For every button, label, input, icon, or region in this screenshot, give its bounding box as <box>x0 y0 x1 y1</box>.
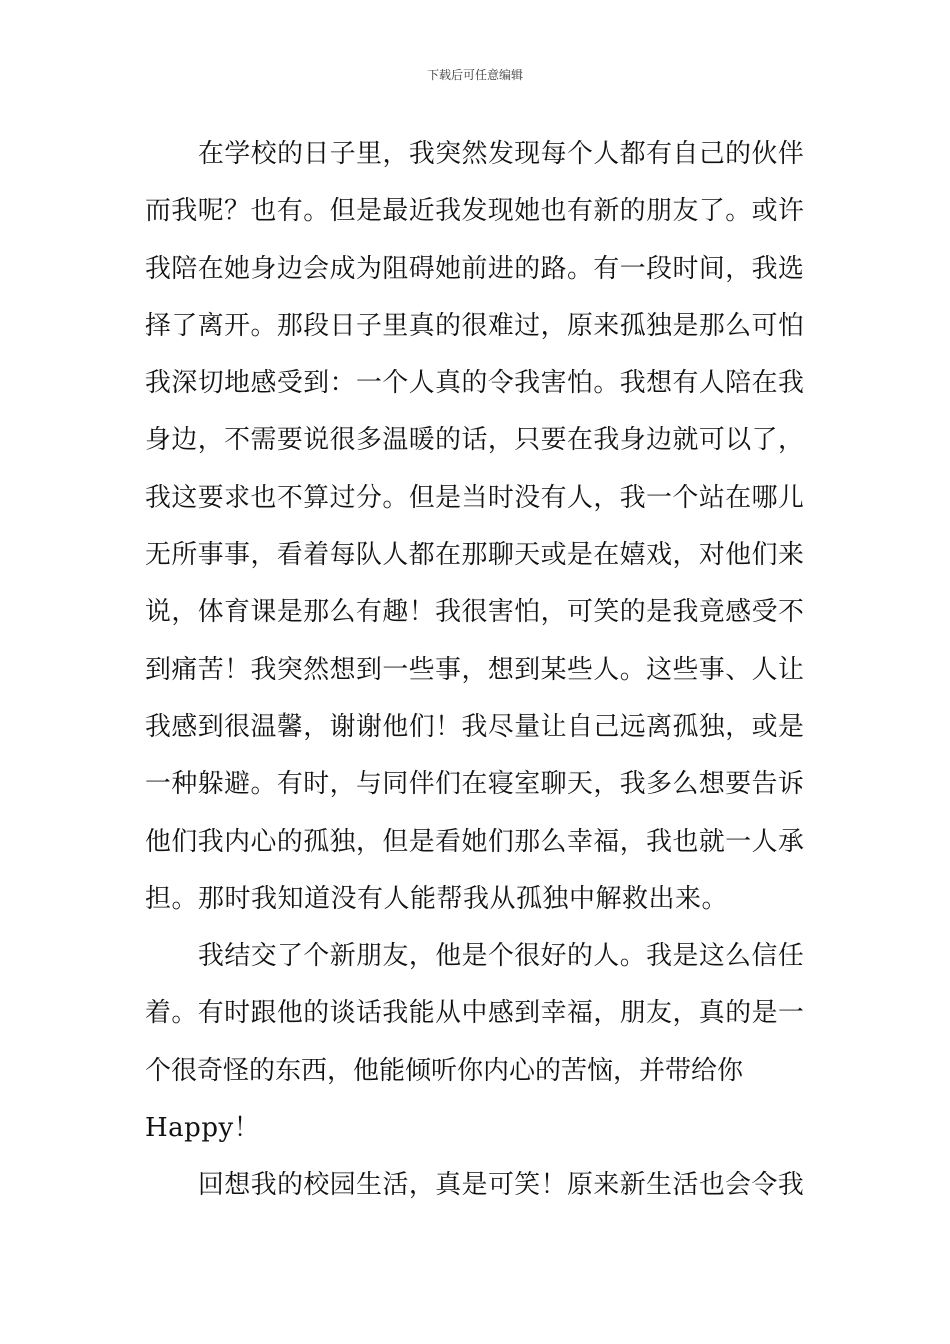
text-line: 身边，不需要说很多温暖的话，只要在我身边就可以了， <box>145 425 805 456</box>
text-line: 说，体育课是那么有趣！我很害怕，可笑的是我竟感受不 <box>145 597 805 628</box>
text-line: Happy！ <box>145 1113 261 1144</box>
text-line: 而我呢？也有。但是最近我发现她也有新的朋友了。或许 <box>145 196 805 227</box>
text-line: 担。那时我知道没有人能帮我从孤独中解救出来。 <box>145 883 729 914</box>
text-line: 一种躲避。有时，与同伴们在寝室聊天，我多么想要告诉 <box>145 769 805 800</box>
text-line: 着。有时跟他的谈话我能从中感到幸福，朋友，真的是一 <box>145 998 805 1029</box>
text-line: 我结交了个新朋友，他是个很好的人。我是这么信任 <box>198 941 805 972</box>
text-line: 我深切地感受到：一个人真的令我害怕。我想有人陪在我 <box>145 368 805 399</box>
page-header: 下载后可任意编辑 <box>426 68 523 82</box>
text-line: 在学校的日子里，我突然发现每个人都有自己的伙伴 <box>198 139 805 169</box>
text-line: 他们我内心的孤独，但是看她们那么幸福，我也就一人承 <box>145 826 805 857</box>
text-line: 我陪在她身边会成为阻碍她前进的路。有一段时间，我选 <box>145 253 805 284</box>
body-text <box>145 126 805 1215</box>
text-line: 回想我的校园生活，真是可笑！原来新生活也会令我 <box>198 1170 805 1201</box>
text-line: 到痛苦！我突然想到一些事，想到某些人。这些事、人让 <box>145 654 805 685</box>
text-line: 我这要求也不算过分。但是当时没有人，我一个站在哪儿 <box>145 482 805 513</box>
text-line justified-line: 个很奇怪的东西，他能倾听你内心的苦恼，并带给你 <box>145 1055 744 1086</box>
text-line: 择了离开。那段日子里真的很难过，原来孤独是那么可怕 <box>145 310 805 341</box>
text-line: 我感到很温馨，谢谢他们！我尽量让自己远离孤独，或是 <box>145 711 805 742</box>
text-line: 无所事事，看着每队人都在那聊天或是在嬉戏，对他们来 <box>145 540 805 571</box>
